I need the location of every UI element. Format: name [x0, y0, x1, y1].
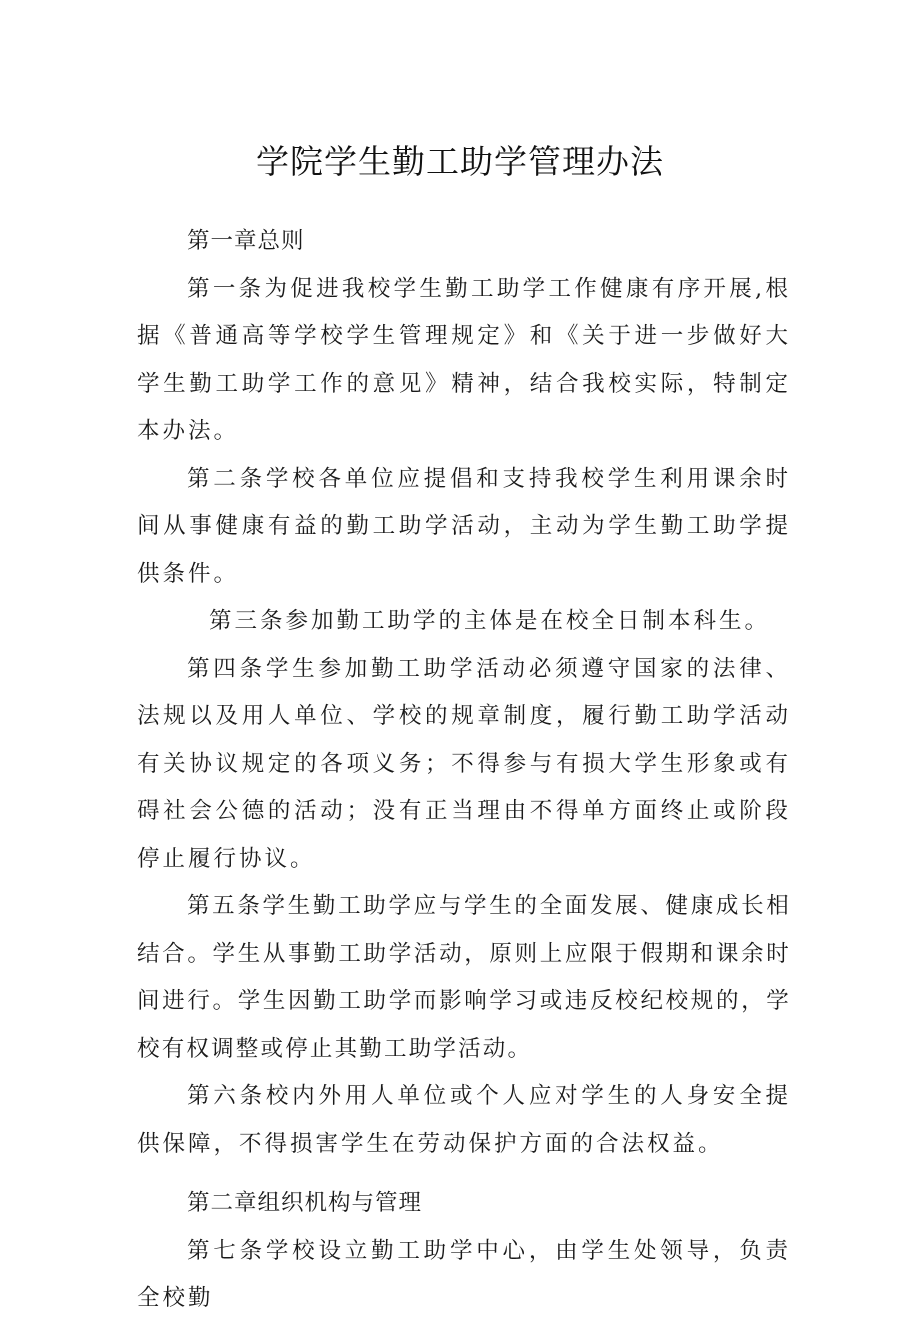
chapter-1-heading: 第一章总则	[187, 228, 305, 254]
article-7: 第七条学校设立勤工助学中心，由学生处领导，负责全校勤	[137, 1237, 791, 1311]
chapter-2-heading: 第二章组织机构与管理	[187, 1190, 423, 1216]
article-4: 第四条学生参加勤工助学活动必须遵守国家的法律、法规以及用人单位、学校的规章制度，履行勤工助学活动有关协议规定的各项义务；不得参与有损大学生形象或有碍社会公德的活动；没有正当理由不得单方面终止或阶段停止履行协议。	[137, 655, 791, 872]
article-6: 第六条校内外用人单位或个人应对学生的人身安全提供保障，不得损害学生在劳动保护方面的合法权益。	[137, 1083, 791, 1157]
document-title: 学院学生勤工助学管理办法	[256, 142, 664, 181]
article-1: 第一条为促进我校学生勤工助学工作健康有序开展,根据《普通高等学校学生管理规定》和《关于进一步做好大学生勤工助学工作的意见》精神，结合我校实际，特制定本办法。	[137, 275, 791, 444]
article-3: 第三条参加勤工助学的主体是在校全日制本科生。	[209, 608, 771, 634]
document-body	[137, 218, 791, 1323]
section-gap	[137, 1168, 791, 1180]
article-5: 第五条学生勤工助学应与学生的全面发展、健康成长相结合。学生从事勤工助学活动，原则上应限于假期和课余时间进行。学生因勤工助学而影响学习或违反校纪校规的，学校有权调整或停止其勤工助学活动。	[137, 893, 791, 1062]
article-2: 第二条学校各单位应提倡和支持我校学生利用课余时间从事健康有益的勤工助学活动，主动为学生勤工助学提供条件。	[137, 465, 791, 587]
